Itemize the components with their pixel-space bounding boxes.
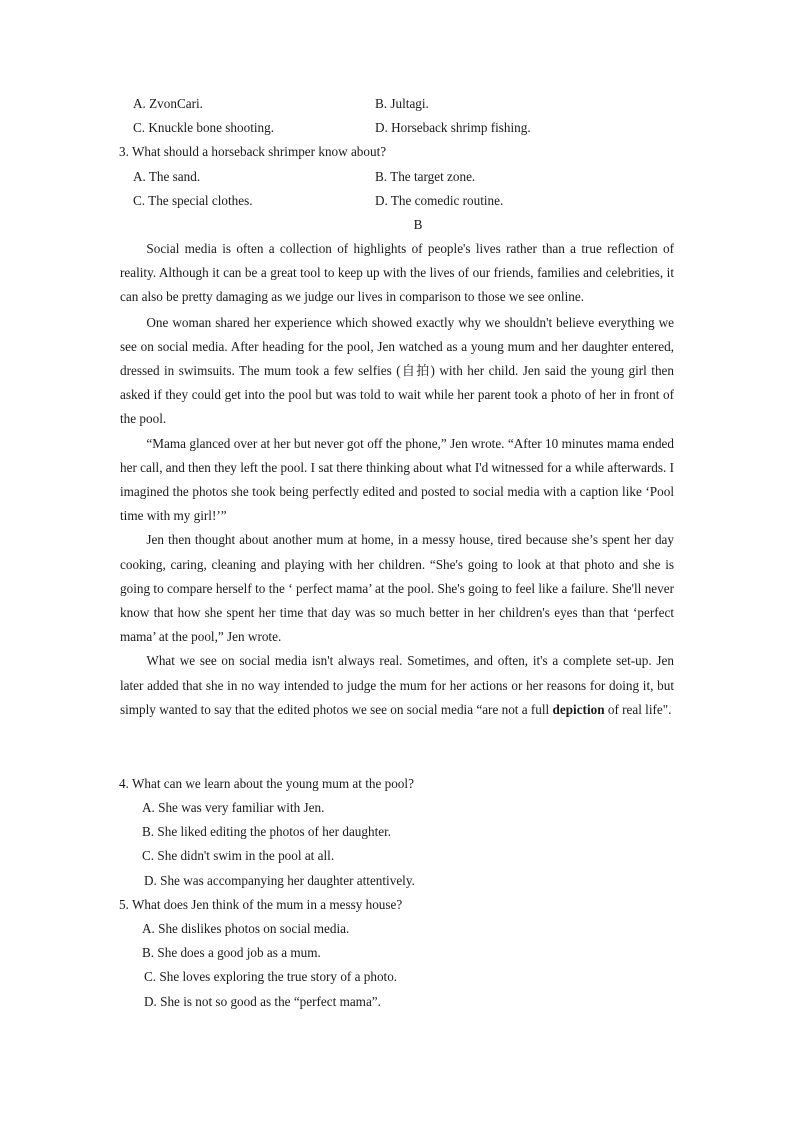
q4-option-a: A. She was very familiar with Jen. [142,800,325,815]
q5-option-d: D. She is not so good as the “perfect mama”. [144,994,381,1009]
q4-stem: 4. What can we learn about the young mum at the pool? [119,776,414,791]
q2-option-a: A. ZvonCari. [133,96,203,111]
passage-paragraph-1: Social media is often a collection of highlights of people's lives rather than a true reflection of reality. Although it can be a great tool to keep up with the lives of our friends, families and celebrities, it can also be pretty damaging as we judge our lives in comparison to those we see online. [120,241,674,305]
q5-option-b: B. She does a good job as a mum. [142,945,321,960]
passage-p5-text-before: What we see on social media isn't always real. Sometimes, and often, it's a complete set-up. Jen later added that she in no way intended to judge the mum for her actions or her reasons for doing it, but simply wanted to say that the edited photos we see on social media “are not a full [120,653,674,717]
q5-option-c: C. She loves exploring the true story of a photo. [144,969,398,984]
q2-option-b: B. Jultagi. [375,96,429,111]
passage [120,237,674,722]
q3-stem: 3. What should a horseback shrimper know about? [119,144,387,159]
q3-option-c: C. The special clothes. [133,193,253,208]
section-heading-b: B [413,217,423,232]
q4-option-d: D. She was accompanying her daughter attentively. [144,873,415,888]
passage-paragraph-5 [120,649,674,722]
q5-stem: 5. What does Jen think of the mum in a messy house? [119,897,403,912]
q3-option-d: D. The comedic routine. [375,193,504,208]
passage-p5-text-after: of real life". [604,701,672,717]
q5-option-a: A. She dislikes photos on social media. [142,921,350,936]
passage-paragraph-2: One woman shared her experience which showed exactly why we shouldn't believe everything we see on social media. After heading for the pool, Jen watched as a young mum and her daughter entered, dressed in swimsuits. The mum took a few selfies (自拍) with her child. Jen said the young girl then asked if they could get into the pool but was told to wait while her parent took a photo of her in front of the pool. [120,314,674,427]
q3-option-a: A. The sand. [133,169,201,184]
passage-p5-bold-word: depiction [552,701,605,717]
q3-option-b: B. The target zone. [375,169,476,184]
q2-option-d: D. Horseback shrimp fishing. [375,120,531,135]
q2-option-c: C. Knuckle bone shooting. [133,120,275,135]
passage-paragraph-3: “Mama glanced over at her but never got off the phone,” Jen wrote. “After 10 minutes mama ended her call, and then they left the pool. I sat there thinking about what I'd witnessed for a while afterwards. I imagined the photos she took being perfectly edited and posted to social media with a caption like ‘Pool time with my girl!’” [120,435,674,524]
passage-paragraph-4: Jen then thought about another mum at home, in a messy house, tired because she’s spent her day cooking, caring, cleaning and playing with her children. “She's going to look at that photo and she is going to compare herself to the ‘ perfect mama’ at the pool. She's going to feel like a failure. She'll never know that how she spent her time that day was so much better in her children's eyes than that ‘perfect mama’ at the pool,” Jen wrote. [120,532,674,645]
q4-option-b: B. She liked editing the photos of her daughter. [142,824,392,839]
q4-option-c: C. She didn't swim in the pool at all. [142,848,335,863]
